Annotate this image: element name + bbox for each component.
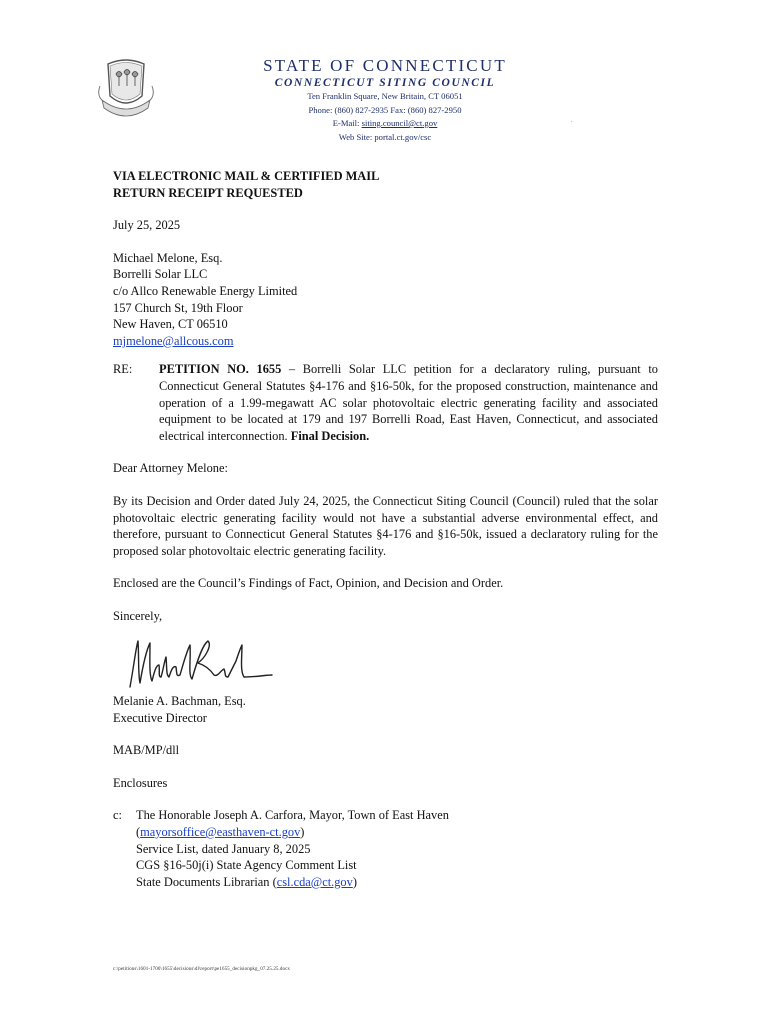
cc-mayor: The Honorable Joseph A. Carfora, Mayor, Town of East Haven: [136, 808, 449, 823]
cc-service-list: Service List, dated January 8, 2025: [136, 841, 311, 856]
recipient-name: Michael Melone, Esq.: [113, 250, 223, 265]
stray-mark: .: [571, 118, 573, 124]
council-email-line: [200, 117, 570, 131]
signer-name: Melanie A. Bachman, Esq.: [113, 694, 246, 708]
council-phone-fax: Phone: (860) 827-2935 Fax: (860) 827-2950: [308, 104, 462, 115]
recipient-care-of: c/o Allco Renewable Energy Limited: [113, 283, 298, 298]
recipient-company: Borrelli Solar LLC: [113, 267, 208, 282]
recipient-city: New Haven, CT 06510: [113, 317, 228, 332]
email-prefix: E-Mail:: [332, 118, 362, 128]
cc-mayor-email-line: (mayorsoffice@easthaven-ct.gov): [136, 824, 305, 839]
letterhead: [200, 56, 570, 144]
recipient-street: 157 Church St, 19th Floor: [113, 300, 243, 315]
council-address: Ten Franklin Square, New Britain, CT 06051: [307, 91, 463, 101]
cc-list: [136, 807, 449, 890]
signature-image: [116, 635, 276, 693]
cc-label: c:: [113, 808, 122, 823]
re-subject: [159, 361, 658, 444]
letter-closing-block: [113, 693, 658, 890]
signer-title: Executive Director: [113, 710, 207, 725]
paragraph-enclosed: Enclosed are the Council’s Findings of Fact, Opinion, and Decision and Order.: [113, 576, 504, 591]
initials: MAB/MP/dll: [113, 743, 180, 758]
recipient-email-link[interactable]: mjmelone@allcous.com: [113, 333, 234, 348]
council-name: CONNECTICUT SITING COUNCIL: [274, 77, 496, 89]
delivery-receipt: RETURN RECEIPT REQUESTED: [113, 185, 303, 200]
librarian-email-link[interactable]: csl.cda@ct.gov: [276, 874, 353, 889]
paragraph-decision: By its Decision and Order dated July 24, 2025, the Connecticut Siting Council (Council) ruled that the solar photovoltaic electric generating facility would not have a substantial adverse environmental effect, and therefore, pursuant to Connecticut General Statutes §4-176 and §16-50k, issued a declaratory ruling for the proposed solar photovoltaic electric generating facility.: [113, 493, 658, 558]
re-block: [113, 361, 658, 444]
re-description: – Borrelli Solar LLC petition for a declaratory ruling, pursuant to Connecticut General Statutes §4-176 and §16-50k, for the proposed construction, maintenance and operation of a 1.99-megawatt AC solar photovoltaic electric generating facility and associated equipment to be located at 179 and 197 Borrelli Road, East Haven, Connecticut, and associated electrical interconnection.: [159, 362, 658, 443]
state-seal-icon: [96, 56, 156, 126]
cc-agency-list: CGS §16-50j(i) State Agency Comment List: [136, 858, 357, 873]
state-name: STATE OF CONNECTICUT: [263, 56, 507, 75]
final-decision: Final Decision.: [290, 428, 370, 443]
re-label: RE:: [113, 362, 133, 377]
council-email-link[interactable]: siting.council@ct.gov: [361, 118, 438, 128]
enclosures: Enclosures: [113, 775, 168, 790]
salutation: Dear Attorney Melone:: [113, 461, 228, 476]
petition-number: PETITION NO. 1655: [159, 362, 282, 377]
delivery-method: VIA ELECTRONIC MAIL & CERTIFIED MAIL: [113, 169, 380, 183]
council-website: Web Site: portal.ct.gov/csc: [338, 131, 432, 142]
letter-body: [113, 168, 658, 624]
file-path-footer: c:\petitions\1601-1700\1655\decisions\dl\report\pe1655_decisionpkg_07.25.25.docx: [113, 967, 291, 972]
mayor-email-link[interactable]: mayorsoffice@easthaven-ct.gov: [140, 824, 301, 839]
cc-block: [113, 807, 658, 890]
closing: Sincerely,: [113, 608, 163, 623]
recipient-block: [113, 250, 658, 350]
cc-librarian: State Documents Librarian (csl.cda@ct.gov): [136, 874, 357, 889]
letter-date: July 25, 2025: [113, 218, 181, 233]
